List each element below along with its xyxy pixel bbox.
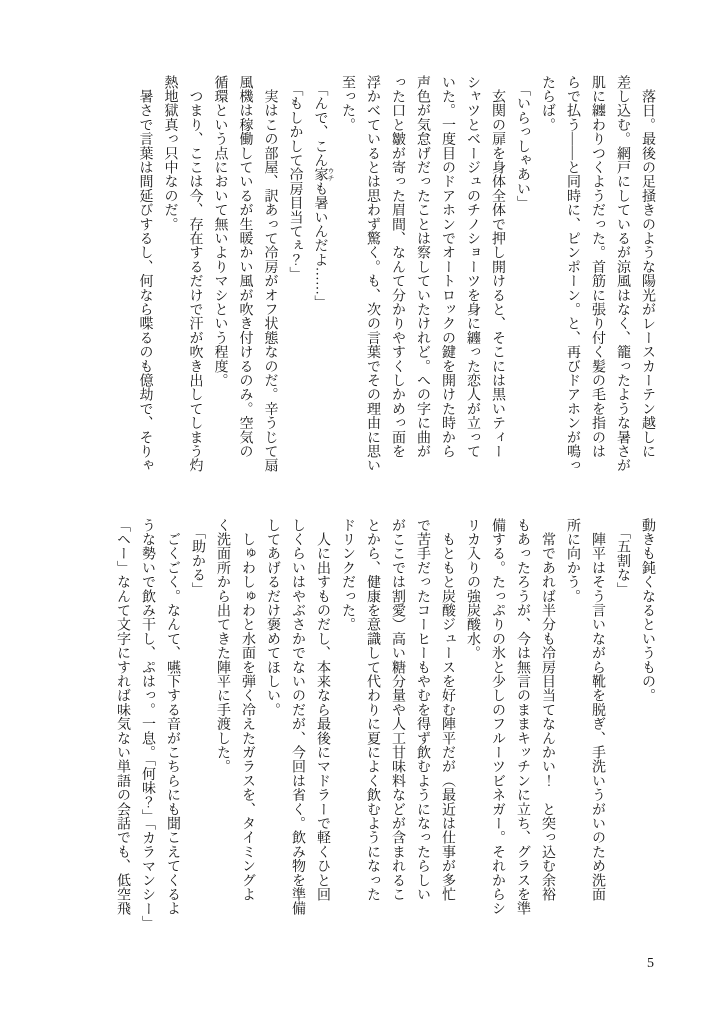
text-line: く洗面所から出てきた陣平に手渡した。 xyxy=(215,518,230,774)
text-line: とから、健康を意識して代わりに夏によく飲むようになった xyxy=(365,518,380,902)
text-line: 「五割な」 xyxy=(615,518,630,597)
text-line: 風機は稼働しているが生暖かい風が吹き付けるのみ。空気の xyxy=(237,75,253,459)
text-line: 常であれば半分も冷房目当てなんかい！ と突っ込む余裕 xyxy=(540,518,555,902)
text-line: 動きも鈍くなるというもの。 xyxy=(640,518,655,703)
text-line: もあったろうが、今は無言のままキッチンに立ち、グラスを準 xyxy=(515,518,530,916)
text-line: 肌に纏わりつくようだった。首筋に張り付く髪の毛を指のは xyxy=(590,75,605,459)
text-block-top xyxy=(133,75,661,475)
text-line: 陣平はそう言いながら靴を脱ぎ、手洗いうがいのため洗面 xyxy=(590,518,605,902)
text-line: 実はこの部屋、訳あって冷房がオフ状態なのだ。辛うじて扇 xyxy=(262,75,278,473)
text-line: 落日。最後の足掻きのような陽光がレースカーテン越しに xyxy=(640,75,655,459)
text-line: シャツとベージュのチノショーツを身に纏った恋人が立って xyxy=(465,75,480,459)
text-block-bottom xyxy=(110,518,660,930)
text-line: 「助かる」 xyxy=(190,518,205,597)
text-line: 「ヘー」なんて文字にすれば味気ない単語の会話でも、低空飛 xyxy=(115,518,130,916)
text-line: リカ入りの強炭酸水。 xyxy=(465,518,480,660)
page-number: 5 xyxy=(647,956,654,971)
text-line: うな勢いで飲み干し、ぷはっ。一息。「何味？」「カラマンシー」 xyxy=(140,518,155,930)
text-line: 熱地獄真っ只中なのだ。 xyxy=(162,75,178,232)
text-line: がここでは割愛）高い糖分量や人工甘味料などが含まれるこ xyxy=(390,518,405,902)
text-line: 備する。たっぷりの氷と少しのフルーツビネガー。それからシ xyxy=(490,518,505,916)
text-line: 差し込む。網戸にしているが涼風はなく、籠ったような暑さが xyxy=(615,75,630,473)
text-line: 浮かべているとは思わず驚く。も、次の言葉でその理由に思い xyxy=(365,75,380,473)
text-line: 「もしかして冷房目当てぇ？」 xyxy=(287,75,303,281)
text-line: 玄関の扉を身体全体で押し開けると、そこには黒いティー xyxy=(490,75,505,459)
text-line: 声色が気怠げだったことは察していたけれど。への字に曲が xyxy=(415,75,430,459)
text-line: 「いらっしゃあい」 xyxy=(515,75,530,210)
text-line: ごくごく。なんて、嚥下する音がこちらにも聞こえてくるよ xyxy=(165,518,180,916)
text-line: しくらいはやぶさかでないのだが、今回は省く。飲み物を準備 xyxy=(290,518,305,916)
text-line: 人に出すものだし、本来なら最後にマドラーで軽くひと回 xyxy=(315,518,330,902)
text-line: もともと炭酸ジュースを好む陣平だが（最近は仕事が多忙 xyxy=(440,518,455,902)
text-line: 所に向かう。 xyxy=(565,518,580,604)
text-line: らで払う――と同時に、ピンポーン。と、再びドアホンが鳴っ xyxy=(565,75,580,473)
text-line: しゅわしゅわと水面を弾く冷えたガラスを、タイミングよ xyxy=(240,518,255,902)
text-line: 循環という点において無いよりマシという程度。 xyxy=(212,75,228,388)
text-line: たらば。 xyxy=(540,75,555,132)
text-line: った口と皺が寄った眉間、なんて分かりやすくしかめっ面を xyxy=(390,75,405,459)
text-line: で苦手だったコーヒーもやむを得ず飲むようになったらしい xyxy=(415,518,430,902)
text-line: 暑さで言葉は間延びするし、何なら喋るのも億劫で、そりゃ xyxy=(137,75,153,473)
text-line: 「んで、こん家 ウチも暑いんだよ……」 xyxy=(312,75,335,310)
text-line: 至った。 xyxy=(340,75,355,132)
text-line: ドリンクだった。 xyxy=(340,518,355,632)
text-line: つまり、ここは今、存在するだけで汗が吹き出してしまう灼 xyxy=(187,75,203,473)
text-line: してあげるだけ褒めてほしい。 xyxy=(265,518,280,717)
text-line: いた。一度目のドアホンでオートロックの鍵を開けた時から xyxy=(440,75,455,459)
